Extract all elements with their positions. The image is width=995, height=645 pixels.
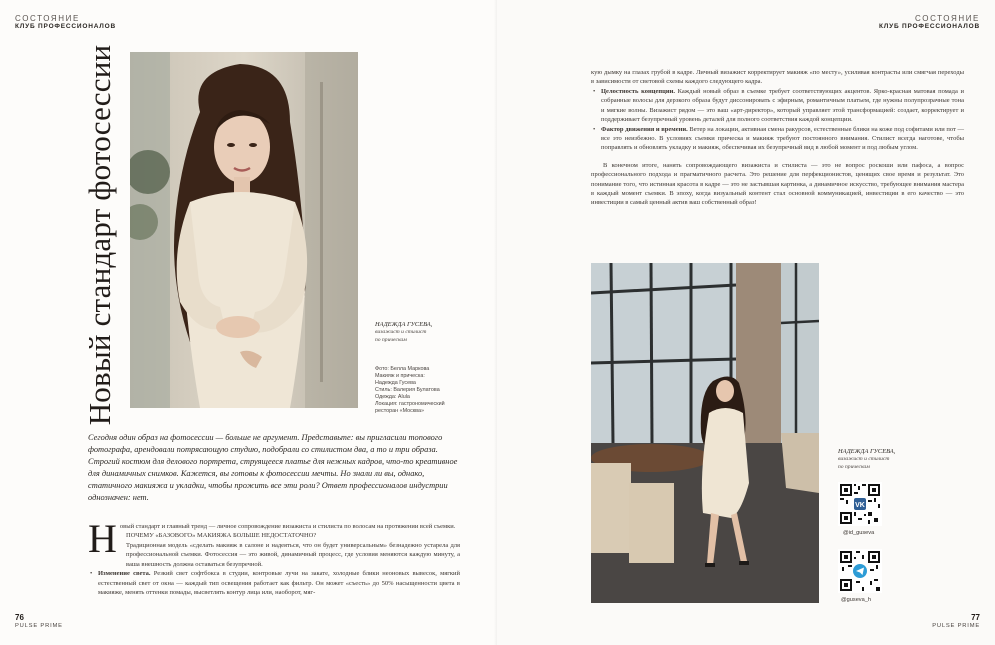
bullet-text: Ветер на локации, активная смена ракурсов, естественные блики на коже под софитами или пот — все это неизбежно. В условиях съемки прическа и макияж требуют постоянного внимания. Стилист всегда наготове, чтобы поправлять и обновлять укладку и макияж, обеспечивая их безупречный вид в любой момент и под любым углом. [601,125,965,152]
left-page [0,0,497,645]
portrait-photo [130,52,358,408]
bullet-label: Целостность концепции. [601,87,675,95]
header-kicker: СОСТОЯНИЕ [915,14,980,23]
drop-cap: Н [88,516,117,561]
credit-line: Одежда: Alula [375,394,410,401]
magazine-name-left: PULSE PRIME [15,622,63,629]
article-title [80,44,120,425]
caption-name: НАДЕЖДА ГУСЕВА, [375,321,433,328]
subhead: ПОЧЕМУ «БАЗОВОГО» МАКИЯЖА БОЛЬШЕ НЕДОСТАТОЧНО? [126,532,317,540]
vk-handle[interactable]: @id_guseva [843,530,875,536]
caption-name: НАДЕЖДА ГУСЕВА, [838,448,896,455]
bullet-label: Фактор движения и времени. [601,125,688,133]
caption-role-1: визажист и стилист [375,329,427,336]
credit-line: ресторан «Москва» [375,408,424,415]
header-section: КЛУБ ПРОФЕССИОНАЛОВ [15,23,117,31]
svg-text:VK: VK [855,502,865,509]
bullet-label: Изменение света. [98,570,151,578]
page-number-left: 76 [15,613,24,622]
bullet-text: Каждый новый образ в съемке требует соответствующих акцентов. Ярко-красная матовая помада и собранные волосы для дерзкого образа будут диссонировать с эфирным, романтичным платьем, где нужны полупрозрачные тона и мягкие волны. Визажист рядом — это ваш «арт-директор», который управляет этой трансформацией: создает, корректирует и поддерживает безупречный уровень деталей для полного соответствия каждой концепции. [601,87,965,124]
restaurant-photo [591,263,819,603]
intro-text: овый стандарт и главный тренд — личное сопровождение визажиста и стилиста по волосам на протяжении всей съемки. [119,523,456,530]
magazine-name-right: PULSE PRIME [932,622,980,629]
body-column-left [88,516,460,597]
restaurant-caption [838,448,923,471]
credit-line: Локация: гастрономический [375,401,445,408]
telegram-qr-code[interactable] [838,549,882,593]
bullet-concept [591,87,964,125]
body-column-right [591,68,964,208]
header-right [879,14,980,31]
bullet-motion [591,125,964,153]
body-paragraph: Традиционная модель «сделать макияж в салоне и надеяться, что он будет универсальным» безнадежно устарела для профессиональной съемки. Фотосессия — это живой, динамичный процесс, где условия меняются каждую минуту, а ваша внешность должна оставаться безупречной. [126,541,460,568]
page-number-right: 77 [971,613,980,622]
telegram-handle[interactable]: @guseva_h [841,597,871,603]
bullet-text: Резкий свет софтбокса в студии, контровые лучи на закате, холодные блики неоновых вывесок, мягкий естественный свет от окна — каждый тип освещения работает как фильтр. Он может «съесть» до 50% насыщенности цвета в макияже, менять оттенки помады, высветлять контур лица или, наоборот, мяг- [98,570,460,596]
body-paragraph: кую дымку на глазах грубой в кадре. Личный визажист корректирует макияж «по месту», усиливая контрасты или смягчая переходы в зависимости от световой схемы каждого следующего кадра. [591,69,964,86]
credit-line: Стиль: Валерия Булатова [375,387,440,394]
credit-line: Надежда Гусева [375,380,416,387]
caption-role-2: по прическам [375,336,407,343]
caption-role-1: визажист и стилист [838,456,890,463]
credit-line: Фото: Белла Маркова [375,366,430,372]
caption-role-2: по прическам [838,463,870,470]
header-kicker: СОСТОЯНИЕ [15,14,80,23]
conclusion-paragraph: В конечном итоге, нанять сопровождающего визажиста и стилиста — это не вопрос роскоши или пафоса, а вопрос профессионального подхода и прагматичного расчета. Это решение для перфекционистов, ценящих свое время и результат. Это понимание того, что истинная красота в кадре — это не застывшая картинка, а динамичное искусство, требующее внимания мастера в каждый момент съемки. В эпоху, когда визуальный контент стал основной коммуникацией, инвестиции в его качество — это инвестиции в самый ценный актив ваш собственный образ! [591,161,964,207]
header-section: КЛУБ ПРОФЕССИОНАЛОВ [878,23,980,31]
folio-right [932,613,980,630]
folio-left [15,613,63,630]
bullet-light [88,569,460,597]
photo-credits [375,366,470,415]
header-left [15,14,116,31]
credit-line: Макияж и прическа: [375,373,425,380]
portrait-caption [375,321,460,344]
lead-paragraph: Сегодня один образ на фотосессии — больше не аргумент. Представьте: вы пригласили топового фотографа, арендовали потрясающую студию, подобрали со стилистом два, а то и три образа. Строгий костюм для делового портрета, струящееся платье для нежных кадров, что-то креативное для динамичных снимков. Кажется, вы готовы к фотосессии мечты. Но знали ли вы, однако, статичного макияжа и укладки, чтобы прожить все эти роли? Ответ профессионалов индустрии однозначен: нет. [88,433,458,502]
article-title-text: Новый стандарт фотосессии [82,44,117,425]
vk-qr-code[interactable] [838,482,882,526]
